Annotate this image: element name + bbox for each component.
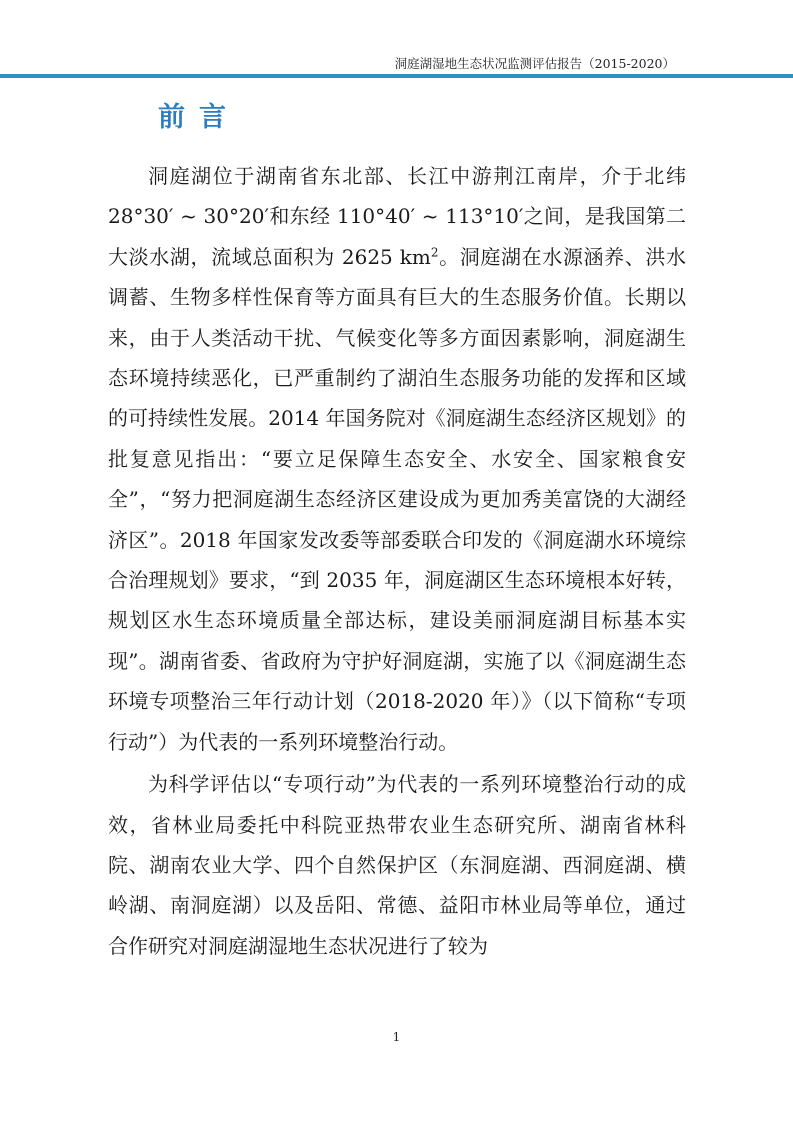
running-header: 洞庭湖湿地生态状况监测评估报告（2015-2020） [394,56,675,71]
paragraph-1 [108,156,686,762]
body-text [108,156,686,966]
superscript-unit: 2 [430,245,439,260]
paragraph-1-text-b: 。洞庭湖在水源涵养、洪水调蓄、生物多样性保育等方面具有巨大的生态服务价值。长期以来，由于人类活动干扰、气候变化等多方面因素影响，洞庭湖生态环境持续恶化，已严重制约了湖泊生态服务功能的发挥和区域的可持续性发展。2014 年国务院对《洞庭湖生态经济区规划》的批复意见指出：“要立足保障生态安全、水安全、国家粮食安全”，“努力把洞庭湖生态经济区建设成为更加秀美富饶的大湖经济区”。2018 年国家发改委等部委联合印发的《洞庭湖水环境综合治理规划》要求，“到 2035 年，洞庭湖区生态环境根本好转，规划区水生态环境质量全部达标，建设美丽洞庭湖目标基本实现”。湖南省委、省政府为守护好洞庭湖，实施了以《洞庭湖生态环境专项整治三年行动计划（2018-2020 年）》（以下简称“专项行动”）为代表的一系列环境整治行动。 [108,244,686,754]
paragraph-2: 为科学评估以“专项行动”为代表的一系列环境整治行动的成效，省林业局委托中科院亚热带农业生态研究所、湖南省林科院、湖南农业大学、四个自然保护区（东洞庭湖、西洞庭湖、横岭湖、南洞庭湖）以及岳阳、常德、益阳市林业局等单位，通过合作研究对洞庭湖湿地生态状况进行了较为 [108,772,686,958]
section-title: 前言 [158,102,240,133]
header-rule [0,74,793,78]
page-number: 1 [392,1030,401,1044]
paragraph-1-text-a: 洞庭湖位于湖南省东北部、长江中游荆江南岸，介于北纬 28°30′ ~ 30°20′和东经 110°40′ ~ 113°10′之间，是我国第二大淡水湖，流域总面积为 2625 km [108,164,686,269]
